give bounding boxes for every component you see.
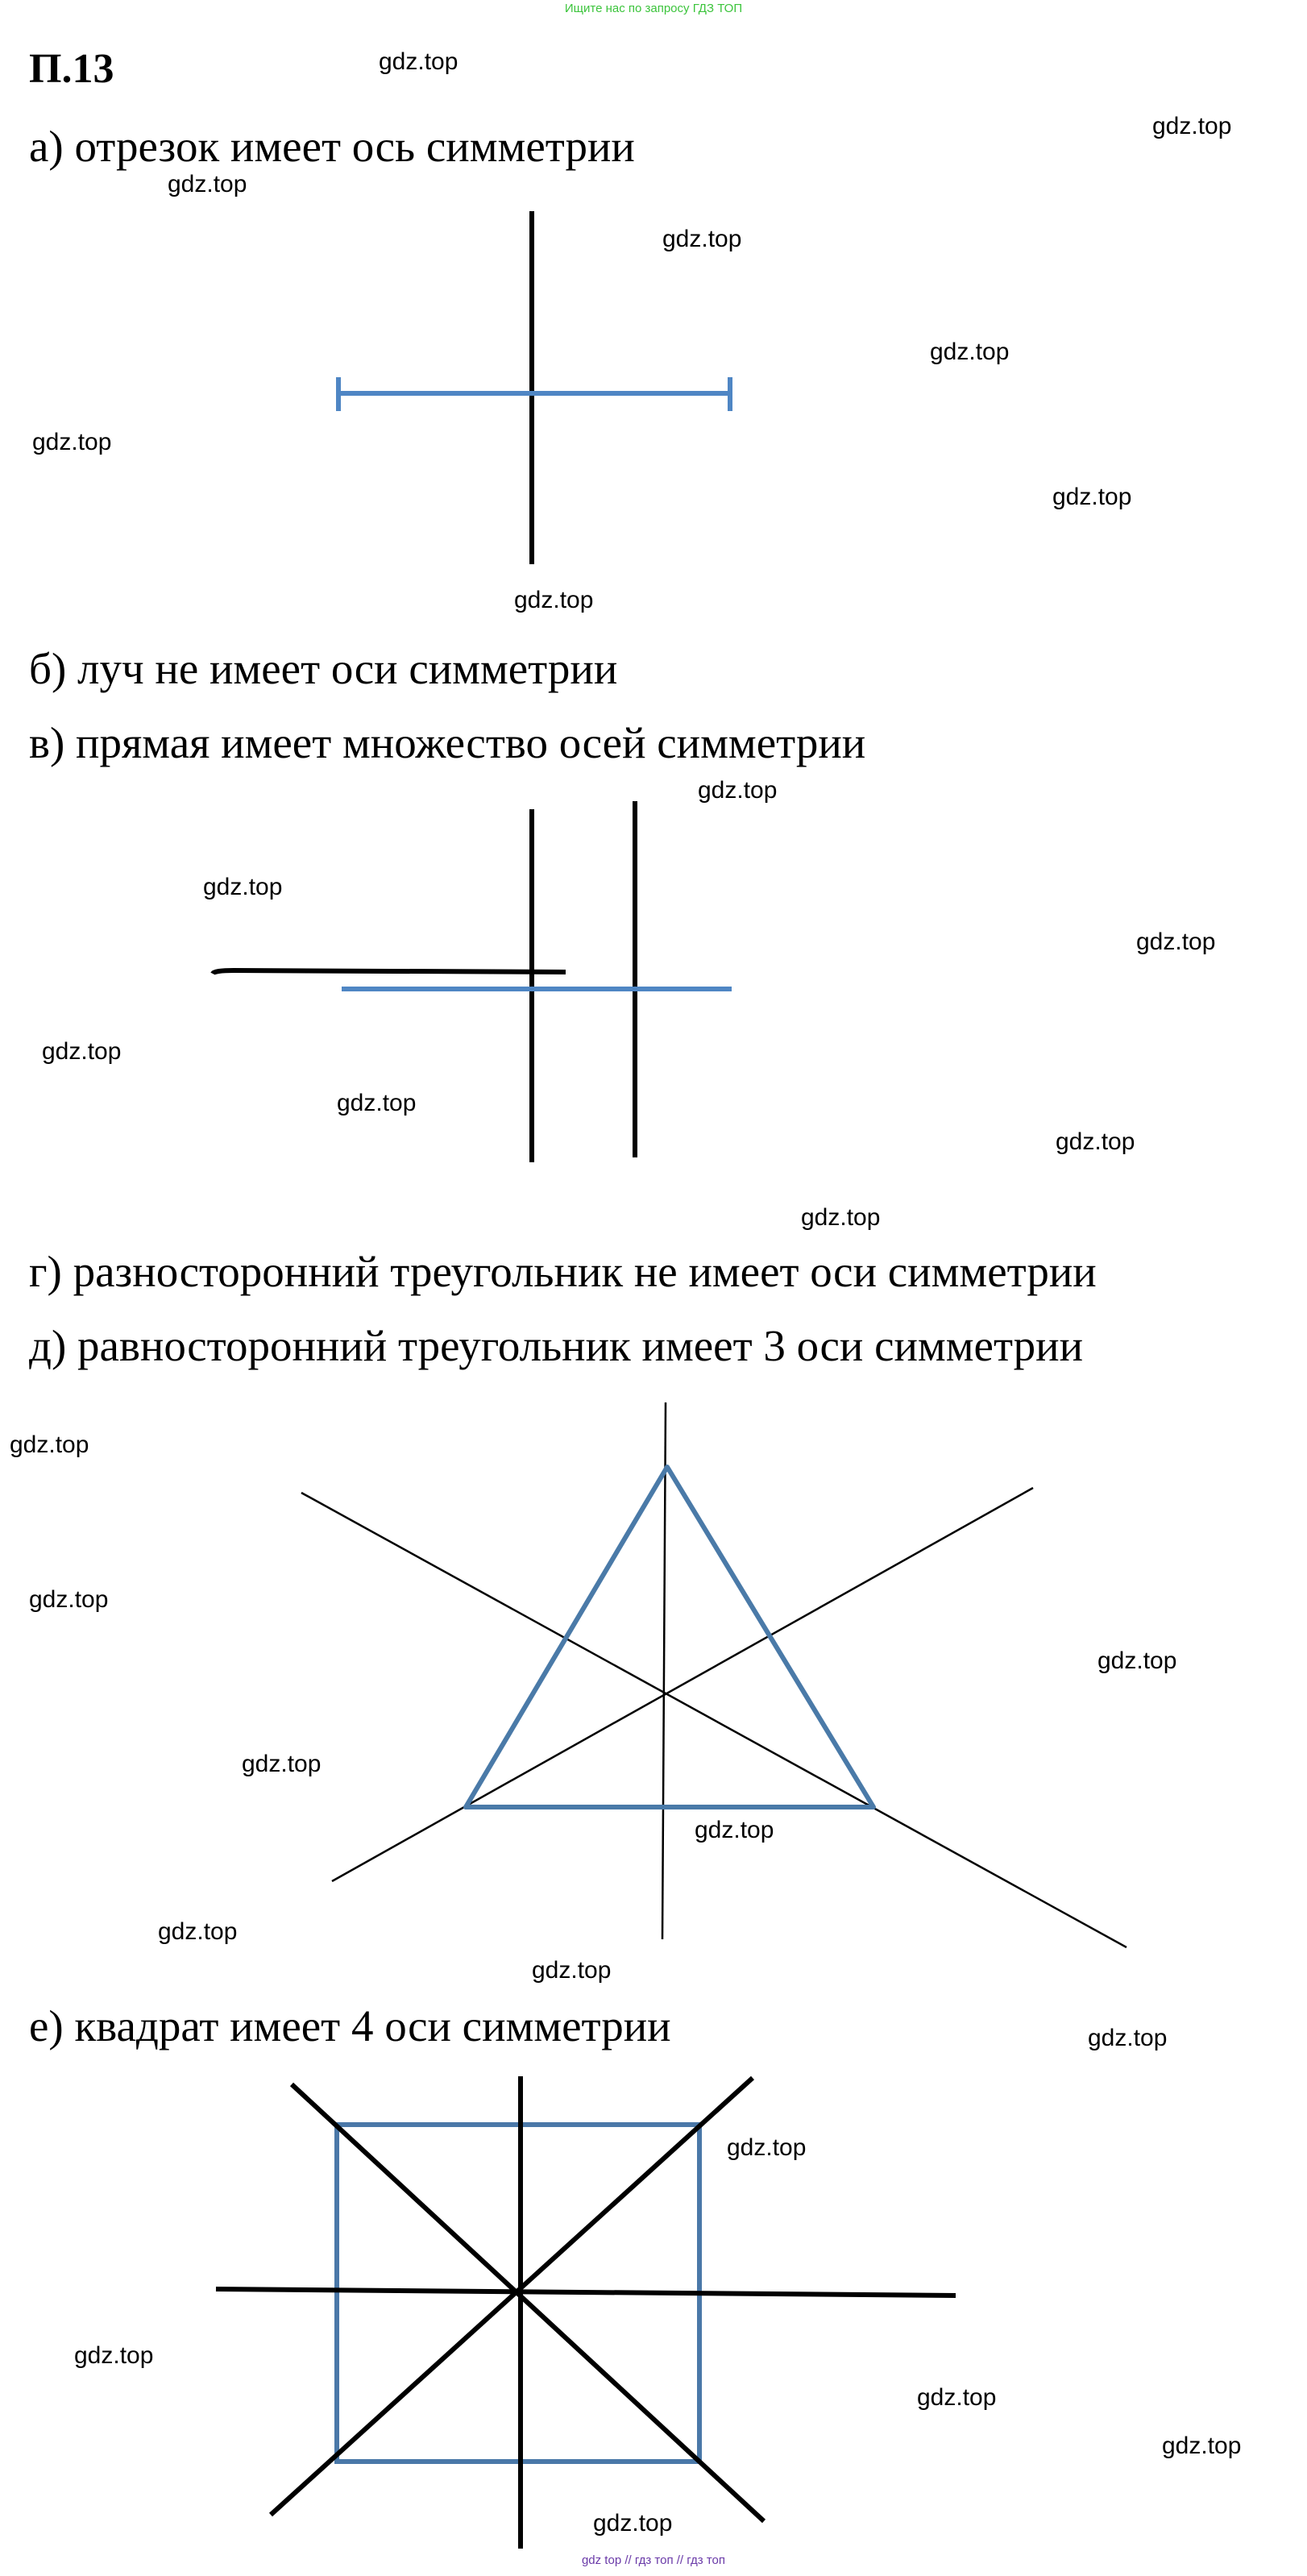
watermark: gdz.top [32,429,112,455]
footer-text: gdz top // гдз топ // гдз топ [581,2553,726,2567]
item-b-text: б) луч не имеет оси симметрии [29,644,618,693]
watermark: gdz.top [593,2510,673,2537]
figure-line [213,801,732,1162]
figure-triangle [301,1402,1127,1947]
watermark: gdz.top [29,1586,109,1613]
watermark: gdz.top [801,1204,881,1231]
watermark: gdz.top [1097,1647,1177,1674]
figure-square [216,2076,956,2549]
watermark: gdz.top [695,1817,774,1843]
item-g-text: г) разносторонний треугольник не имеет оси симметрии [29,1247,1097,1296]
watermark: gdz.top [514,587,594,613]
watermark: gdz.top [42,1038,122,1065]
watermark: gdz.top [1056,1128,1135,1155]
watermark: gdz.top [168,171,247,197]
watermark: gdz.top [930,339,1010,365]
watermark: gdz.top [532,1957,612,1984]
triangle-shape [466,1467,873,1807]
watermark: gdz.top [1088,2025,1168,2051]
watermark: gdz.top [379,48,458,75]
top-banner: Ищите нас по запросу ГДЗ ТОП [564,2,743,15]
square-axis-diagonal-1 [292,2084,764,2521]
watermark: gdz.top [662,226,742,252]
watermark: gdz.top [203,874,283,900]
line-black [213,970,566,974]
watermark: gdz.top [10,1431,89,1458]
triangle-axis-vertical [662,1402,666,1939]
watermark: gdz.top [917,2384,997,2411]
item-d-text: д) равносторонний треугольник имеет 3 оси симметрии [29,1321,1084,1370]
square-axis-diagonal-2 [271,2078,753,2515]
triangle-axis-diagonal-2 [332,1488,1033,1881]
item-e-text: е) квадрат имеет 4 оси симметрии [29,2001,671,2050]
watermark: gdz.top [337,1090,417,1116]
page-title: П.13 [29,46,114,92]
triangle-axis-diagonal-1 [301,1493,1127,1947]
watermark: gdz.top [158,1918,238,1945]
watermark: gdz.top [1162,2433,1242,2459]
watermark: gdz.top [727,2134,807,2161]
square-axis-horizontal [216,2289,956,2296]
item-v-text: в) прямая имеет множество осей симметрии [29,718,866,767]
watermark: gdz.top [1052,484,1132,510]
watermark: gdz.top [1136,929,1216,955]
watermark: gdz.top [242,1751,322,1777]
watermark: gdz.top [698,777,778,804]
watermark: gdz.top [74,2342,154,2369]
figure-segment [338,211,730,564]
item-a-text: а) отрезок имеет ось симметрии [29,122,635,171]
watermark: gdz.top [1152,113,1232,139]
